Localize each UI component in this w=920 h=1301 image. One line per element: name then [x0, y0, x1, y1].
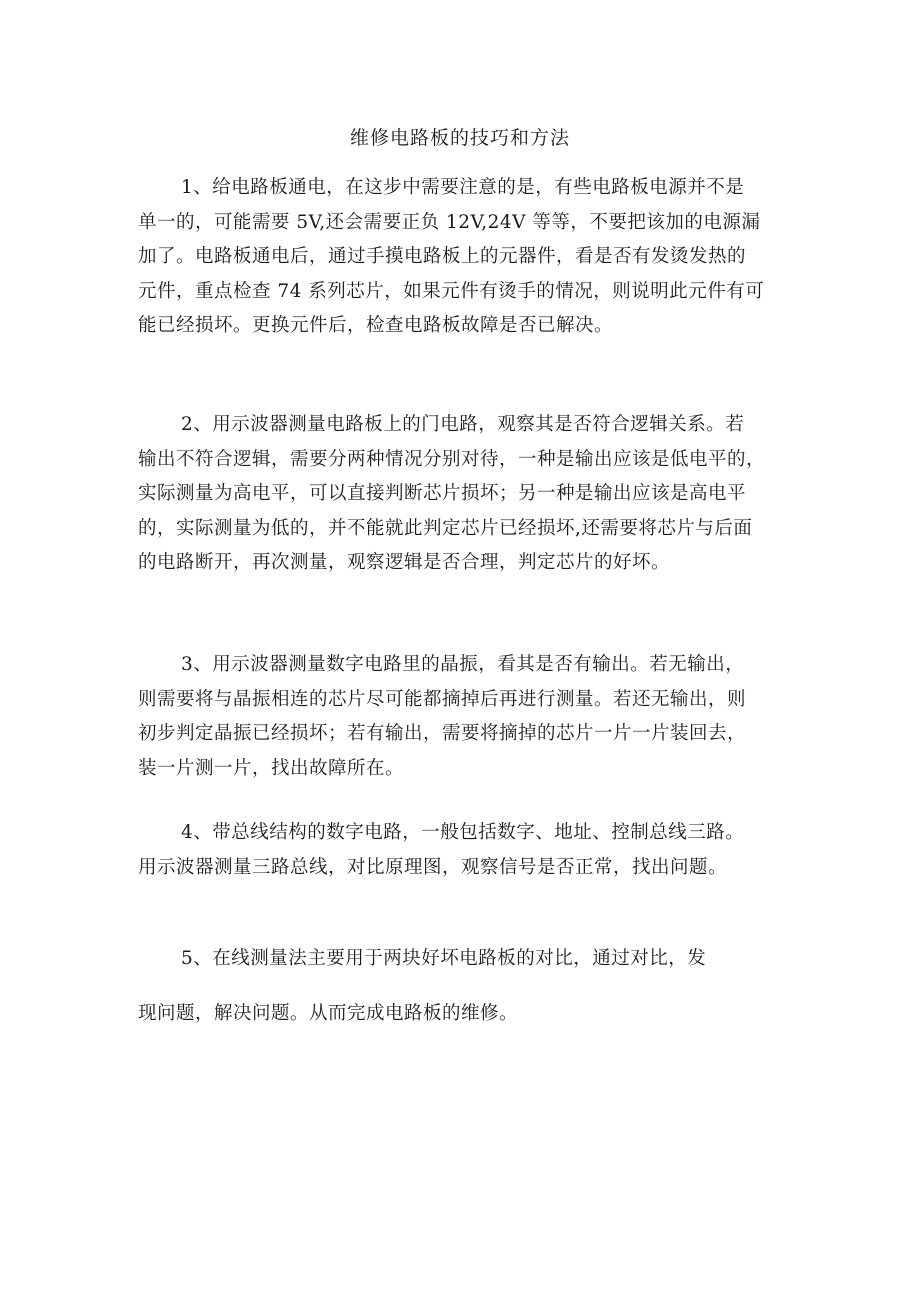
paragraph-line: 单一的，可能需要 5V,还会需要正负 12V,24V 等等，不要把该加的电源漏 [138, 211, 761, 233]
paragraph-line: 输出不符合逻辑，需要分两种情况分别对待，一种是输出应该是低电平的， [138, 448, 766, 470]
paragraph-2 [138, 408, 790, 581]
paragraph-line: 的电路断开，再次测量，观察逻辑是否合理，判定芯片的好坏。 [138, 552, 671, 573]
paragraph-line: 4、带总线结构的数字电路，一般包括数字、地址、控制总线三路。 [181, 822, 745, 843]
paragraph-1 [138, 171, 790, 344]
paragraph-line: 现问题，解决问题。从而完成电路板的维修。 [138, 1003, 519, 1024]
paragraph-4 [138, 816, 790, 885]
paragraph-line: 元件，重点检查 74 系列芯片，如果元件有烫手的情况，则说明此元件有可 [138, 280, 765, 302]
paragraph-line: 的，实际测量为低的，并不能就此判定芯片已经损坏,还需要将芯片与后面 [138, 517, 753, 539]
paragraph-line: 加了。电路板通电后，通过手摸电路板上的元器件，看是否有发烫发热的 [138, 246, 747, 267]
paragraph-line: 5、在线测量法主要用于两块好坏电路板的对比，通过对比，发 [181, 948, 707, 969]
paragraph-line: 2、用示波器测量电路板上的门电路，观察其是否符合逻辑关系。若 [181, 414, 745, 435]
paragraph-line: 3、用示波器测量数字电路里的晶振，看其是否有输出。若无输出， [181, 654, 745, 675]
paragraph-line: 则需要将与晶振相连的芯片尽可能都摘掉后再进行测量。若还无输出，则 [138, 688, 747, 710]
paragraph-5-continued [138, 997, 790, 1032]
paragraph-3 [138, 648, 790, 786]
paragraph-line: 1、给电路板通电，在这步中需要注意的是，有些电路板电源并不是 [181, 177, 745, 198]
paragraph-line: 用示波器测量三路总线，对比原理图，观察信号是否正常，找出问题。 [138, 856, 728, 878]
paragraph-5 [138, 942, 790, 977]
paragraph-line: 实际测量为高电平，可以直接判断芯片损坏；另一种是输出应该是高电平 [138, 483, 747, 504]
document-title: 维修电路板的技巧和方法 [349, 127, 570, 149]
paragraph-line: 能已经损坏。更换元件后，检查电路板故障是否已解决。 [138, 315, 614, 336]
paragraph-line: 装一片测一片，找出故障所在。 [138, 757, 405, 779]
paragraph-line: 初步判定晶振已经损坏；若有输出，需要将摘掉的芯片一片一片装回去， [138, 723, 747, 744]
